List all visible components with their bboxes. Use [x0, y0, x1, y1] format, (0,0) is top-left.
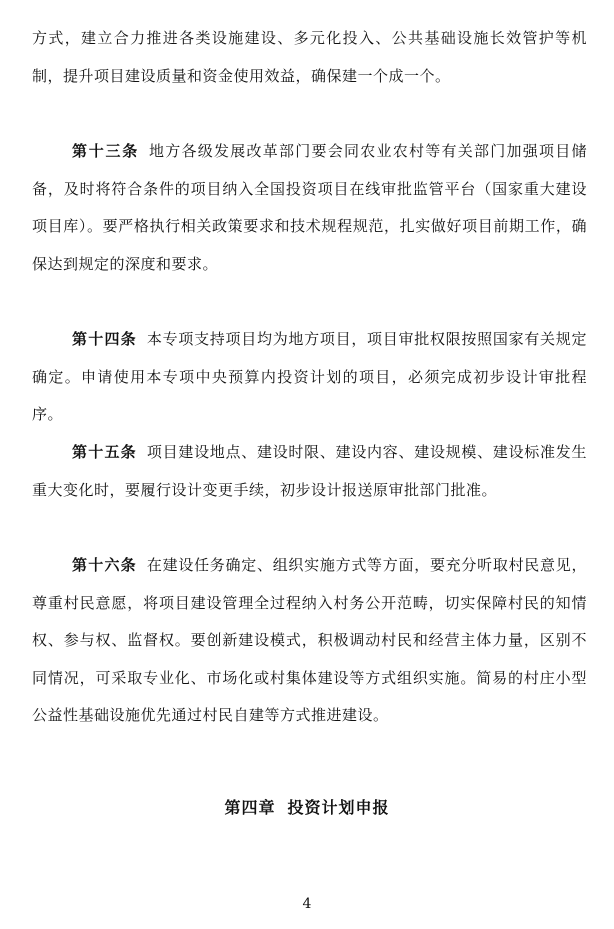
article-16 — [32, 547, 587, 735]
article-text: 在建设任务确定、组织实施方式等方面，要充分听取村民意见，尊重村民意愿，将项目建设管理全过程纳入村务公开范畴，切实保障村民的知情权、参与权、监督权。要创新建设模式，积极调动村民和经营主体力量，区别不同情况，可采取专业化、市场化或村集体建设等方式组织实施。简易的村庄小型公益性基础设施优先通过村民自建等方式推进建设。 — [32, 556, 587, 725]
article-number: 第十五条 — [72, 443, 137, 461]
continuation-paragraph: 方式，建立合力推进各类设施建设、多元化投入、公共基础设施长效管护等机制，提升项目建设质量和资金使用效益，确保建一个成一个。 — [32, 29, 587, 85]
article-text: 项目建设地点、建设时限、建设内容、建设规模、建设标准发生重大变化时，要履行设计变更手续，初步设计报送原审批部门批准。 — [32, 443, 587, 499]
chapter-heading — [0, 793, 614, 823]
article-text: 地方各级发展改革部门要会同农业农村等有关部门加强项目储备，及时将符合条件的项目纳入全国投资项目在线审批监管平台（国家重大建设项目库）。要严格执行相关政策要求和技术规程规范，扎实做好项目前期工作，确保达到规定的深度和要求。 — [32, 142, 587, 273]
article-number: 第十四条 — [72, 330, 137, 348]
page-number: 4 — [302, 896, 312, 912]
article-15 — [32, 434, 587, 509]
article-number: 第十六条 — [72, 556, 137, 574]
article-14 — [32, 321, 587, 434]
chapter-title: 投资计划申报 — [287, 798, 390, 817]
article-number: 第十三条 — [72, 142, 139, 160]
chapter-number: 第四章 — [224, 798, 276, 817]
article-text: 本专项支持项目均为地方项目，项目审批权限按照国家有关规定确定。申请使用本专项中央预算内投资计划的项目，必须完成初步设计审批程序。 — [32, 330, 587, 424]
article-13 — [32, 133, 587, 283]
